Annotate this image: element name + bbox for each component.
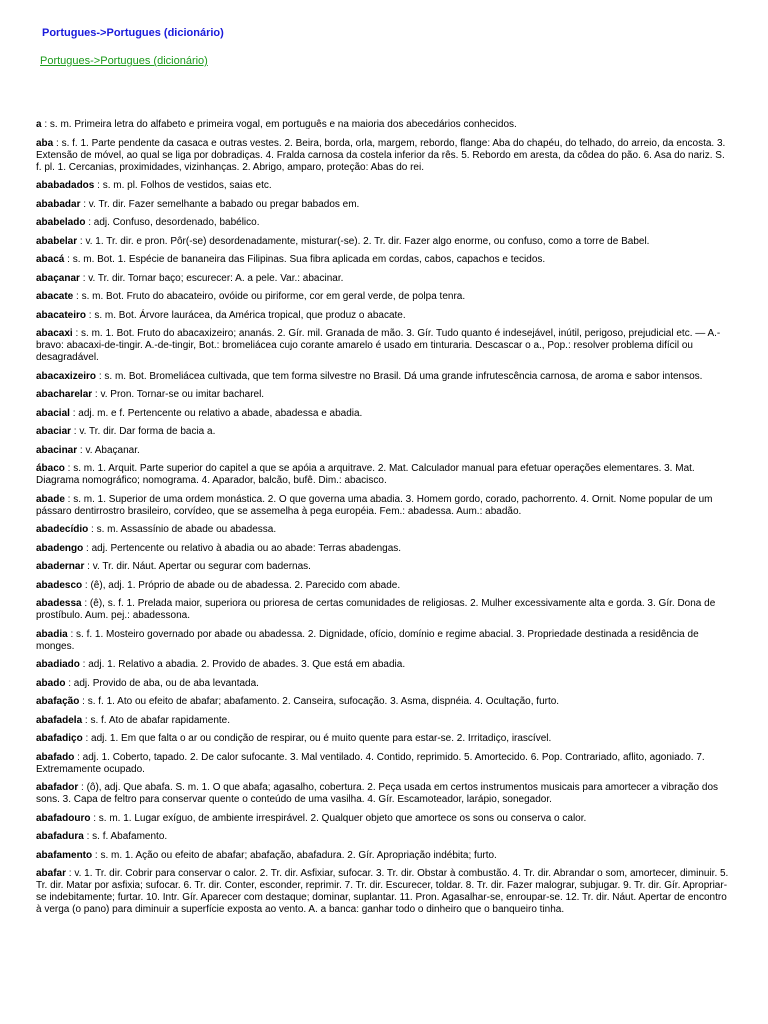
entry-definition: : s. f. Abafamento. [83, 831, 168, 842]
entry-term: abacá [36, 254, 65, 265]
dictionary-entry [36, 543, 732, 555]
dictionary-entry [36, 217, 732, 229]
dictionary-entry [36, 524, 732, 536]
entry-definition: : s. m. 1. Ação ou efeito de abafar; abafação, abafadura. 2. Gír. Apropriação indébita; furto. [92, 849, 497, 861]
dictionary-entry [36, 659, 732, 671]
dictionary-entry [36, 629, 732, 653]
dictionary-entry [36, 138, 732, 174]
entry-definition: : s. m. Bot. Fruto do abacateiro, ovóide ou piriforme, cor em geral verde, de polpa tenra. [73, 291, 466, 302]
dictionary-entry [36, 328, 732, 364]
entry-term: abacaxi [36, 328, 73, 339]
entry-term: abaciar [36, 426, 72, 437]
entry-term: abacharelar [36, 389, 93, 400]
dictionary-entry [36, 733, 732, 745]
entry-definition: : s. m. 1. Arquit. Parte superior do capitel a que se apóia a arquitrave. 2. Mat. Calculador manual para efetuar operações elementares. 3. Mat. Diagrama nomográfico; nomograma. 4. Aparador, balcão, bufê. Dim.: abacisco. [36, 463, 695, 486]
dictionary-entry [36, 782, 732, 806]
dictionary-entry [36, 463, 732, 487]
dictionary-entry [36, 561, 732, 573]
entry-definition: : v. Pron. Tornar-se ou imitar bacharel. [92, 389, 265, 400]
entry-definition: : s. m. pl. Folhos de vestidos, saias etc. [94, 180, 272, 191]
entry-definition: : s. m. 1. Lugar exíguo, de ambiente irrespirável. 2. Qualquer objeto que amortece os sons ou conserva o calor. [90, 812, 587, 824]
entry-term: ábaco [36, 463, 65, 474]
entry-term: abacaxizeiro [36, 370, 97, 382]
entry-definition: : adj. 1. Coberto, tapado. 2. De calor sufocante. 3. Mal ventilado. 4. Contido, reprimido. 5. Amortecido. 6. Pop. Contrariado, aflito, agoniado. 7. Extremamente ocupado. [36, 751, 705, 775]
entry-term: ababelar [36, 235, 78, 247]
entry-definition: : s. m. Bot. Árvore laurácea, da América tropical, que produz o abacate. [86, 309, 406, 321]
entry-definition: : v. Tr. dir. Tornar baço; escurecer: A. a pele. Var.: abacinar. [79, 272, 344, 284]
dictionary-entry [36, 598, 732, 622]
dictionary-entry [36, 426, 732, 438]
entry-definition: : s. m. 1. Bot. Fruto do abacaxizeiro; ananás. 2. Gír. mil. Granada de mão. 3. Gír. Tudo quanto é indesejável, inútil, perigoso, prejudicial etc. — A.-bravo: abacaxi-de-tingir. A.-de-tingir, Bot.: bromeliácea cujo corante amarelo é usado em tinturaria. Descascar o a., Pop.: resolver problema difícil ou desagradável. [36, 328, 721, 363]
dictionary-entry [36, 715, 732, 727]
entry-term: abadengo [36, 542, 84, 554]
dictionary-entry [36, 180, 732, 192]
entry-term: abafamento [36, 849, 93, 861]
entry-definition: : adj. m. e f. Pertencente ou relativo a abade, abadessa e abadia. [69, 407, 363, 419]
dictionary-entry [36, 445, 732, 457]
dictionary-entry [36, 678, 732, 690]
dictionary-link[interactable]: Portugues->Portugues (dicionário) [40, 55, 208, 67]
entry-term: abadia [36, 628, 68, 640]
dictionary-entry [36, 389, 732, 401]
entry-term: abadessa [36, 598, 82, 609]
dictionary-entry [36, 291, 732, 303]
dictionary-entry [36, 850, 732, 862]
page-title: Portugues->Portugues (dicionário) [42, 27, 224, 39]
dictionary-entry [36, 236, 732, 248]
dictionary-entry [36, 868, 732, 916]
entry-definition: : s. m. Primeira letra do alfabeto e primeira vogal, em português e na maioria dos abecedários conhecidos. [41, 119, 517, 130]
entry-term: abado [36, 677, 66, 689]
entry-definition: : s. f. 1. Ato ou efeito de abafar; abafamento. 2. Canseira, sufocação. 3. Asma, dispnéia. 4. Ocultação, furto. [79, 696, 560, 707]
entry-term: ababadados [36, 180, 95, 191]
entry-term: abadiado [36, 659, 80, 670]
entry-definition: : (ô), adj. Que abafa. S. m. 1. O que abafa; agasalho, cobertura. 2. Peça usada em certos instrumentos musicais para amortecer a vibração dos sons. 3. Capa de feltro para conservar quente o conteúdo de uma vasilha. 4. Gír. Escamoteador, larápio, sonegador. [36, 782, 719, 805]
entry-term: abafador [36, 782, 79, 793]
dictionary-entry [36, 119, 732, 131]
dictionary-entry [36, 580, 732, 592]
dictionary-entry [36, 752, 732, 776]
dictionary-entry [36, 273, 732, 285]
entry-definition: : adj. Pertencente ou relativo à abadia ou ao abade: Terras abadengas. [83, 542, 402, 554]
entry-definition: : v. Tr. dir. Náut. Apertar ou segurar com badernas. [84, 561, 311, 572]
entry-term: abafar [36, 868, 67, 879]
dictionary-entry [36, 310, 732, 322]
entry-term: abafadura [36, 831, 84, 842]
dictionary-entry [36, 813, 732, 825]
entry-definition: : adj. 1. Em que falta o ar ou condição de respirar, ou é muito quente para estar-se. 2. Irritadiço, irascível. [82, 733, 552, 744]
dictionary-entries [36, 119, 732, 923]
entry-definition: : v. 1. Tr. dir. e pron. Pôr(-se) desordenadamente, misturar(-se). 2. Tr. dir. Fazer algo enorme, ou confuso, como a torre de Babel. [77, 235, 650, 247]
entry-term: abadesco [36, 579, 83, 591]
entry-definition: : s. m. 1. Superior de uma ordem monástica. 2. O que governa uma abadia. 3. Homem gordo, corado, pachorrento. 4. Ornit. Nome popular de um pássaro dentirrostro brasileiro, corvídeo, que se assemelha à pega européia. Fem.: abadessa. Aum.: abadão. [36, 493, 713, 517]
entry-definition: : adj. Confuso, desordenado, babélico. [85, 217, 260, 228]
dictionary-entry [36, 408, 732, 420]
entry-definition: : adj. 1. Relativo a abadia. 2. Provido de abades. 3. Que está em abadia. [79, 659, 406, 670]
entry-definition: : v. Tr. dir. Dar forma de bacia a. [71, 426, 216, 437]
dictionary-entry [36, 494, 732, 518]
dictionary-entry [36, 371, 732, 383]
dictionary-entry [36, 696, 732, 708]
entry-term: abafação [36, 696, 80, 707]
entry-definition: : (ê), adj. 1. Próprio de abade ou de abadessa. 2. Parecido com abade. [82, 579, 401, 591]
dictionary-entry [36, 199, 732, 211]
entry-term: abafado [36, 751, 75, 763]
dictionary-entry [36, 254, 732, 266]
entry-definition: : s. m. Bot. Bromeliácea cultivada, que tem forma silvestre no Brasil. Dá uma grande infrutescência carnosa, de aroma e sabor intensos. [96, 370, 703, 382]
entry-term: abacial [36, 407, 70, 419]
entry-term: abafadouro [36, 812, 91, 824]
entry-definition: : s. f. 1. Parte pendente da casaca e outras vestes. 2. Beira, borda, orla, margem, rebordo, flange: Aba do chapéu, do telhado, do arreio, da encosta. 3. Extensão de móvel, ao qual se liga por dobradiças. 4. Fralda carnosa da costela inferior da rês. 5. Rebordo em aresta, da côdea do pão. 6. Asa do nariz. S. f. pl. 1. Cercanias, proximidades, vizinhanças. 2. Abrigo, amparo, proteção: Abas do rei. [36, 137, 726, 173]
entry-term: a [36, 119, 42, 130]
entry-definition: : v. Tr. dir. Fazer semelhante a babado ou pregar babados em. [80, 198, 360, 210]
entry-definition: : v. 1. Tr. dir. Cobrir para conservar o calor. 2. Tr. dir. Asfixiar, sufocar. 3. Tr. dir. Obstar à combustão. 4. Tr. dir. Abrandar o som, amortecer, diminuir. 5. Tr. dir. Matar por asfixia; sufocar. 6. Tr. dir. Conter, esconder, reprimir. 7. Tr. dir. Escurecer, toldar. 8. Tr. dir. Fazer malograr, subjugar. 9. Tr. dir. Gír. Apropriar-se indebitamente; furtar. 10. Intr. Gír. Aparecer com destaque; dominar, suplantar. 11. Pron. Agasalhar-se, enroupar-se. 12. Tr. dir. Náut. Apertar de encontro à verga (o pano) para diminuir a superfície exposta ao vento. A. a banca: ganhar todo o dinheiro que o banqueiro tinha. [36, 868, 729, 915]
entry-term: abafadiço [36, 733, 83, 744]
entry-term: ababadar [36, 198, 81, 210]
entry-definition: : s. m. Assassínio de abade ou abadessa. [88, 524, 277, 535]
entry-definition: : s. m. Bot. 1. Espécie de bananeira das Filipinas. Sua fibra aplicada em cordas, cabos, capachos e tecidos. [64, 254, 546, 265]
entry-term: ababelado [36, 217, 86, 228]
entry-term: abacinar [36, 444, 78, 456]
entry-term: abafadela [36, 714, 83, 726]
entry-definition: : v. Abaçanar. [77, 444, 140, 456]
entry-definition: : (ê), s. f. 1. Prelada maior, superiora ou prioresa de certas comunidades de religiosas. 2. Mulher excessivamente alta e gorda. 3. Gír. Dona de prostíbulo. Aum. pej.: abadessona. [36, 598, 716, 621]
entry-term: abacate [36, 291, 74, 302]
entry-term: abadernar [36, 561, 85, 572]
entry-term: abaçanar [36, 272, 80, 284]
entry-term: aba [36, 137, 54, 149]
entry-term: abadecídio [36, 524, 89, 535]
entry-definition: : s. f. Ato de abafar rapidamente. [82, 714, 231, 726]
entry-term: abade [36, 493, 65, 505]
entry-term: abacateiro [36, 309, 87, 321]
entry-definition: : adj. Provido de aba, ou de aba levantada. [65, 677, 259, 689]
entry-definition: : s. f. 1. Mosteiro governado por abade ou abadessa. 2. Dignidade, ofício, domínio e regime abacial. 3. Propriedade destinada a residência de monges. [36, 628, 699, 652]
dictionary-entry [36, 831, 732, 843]
